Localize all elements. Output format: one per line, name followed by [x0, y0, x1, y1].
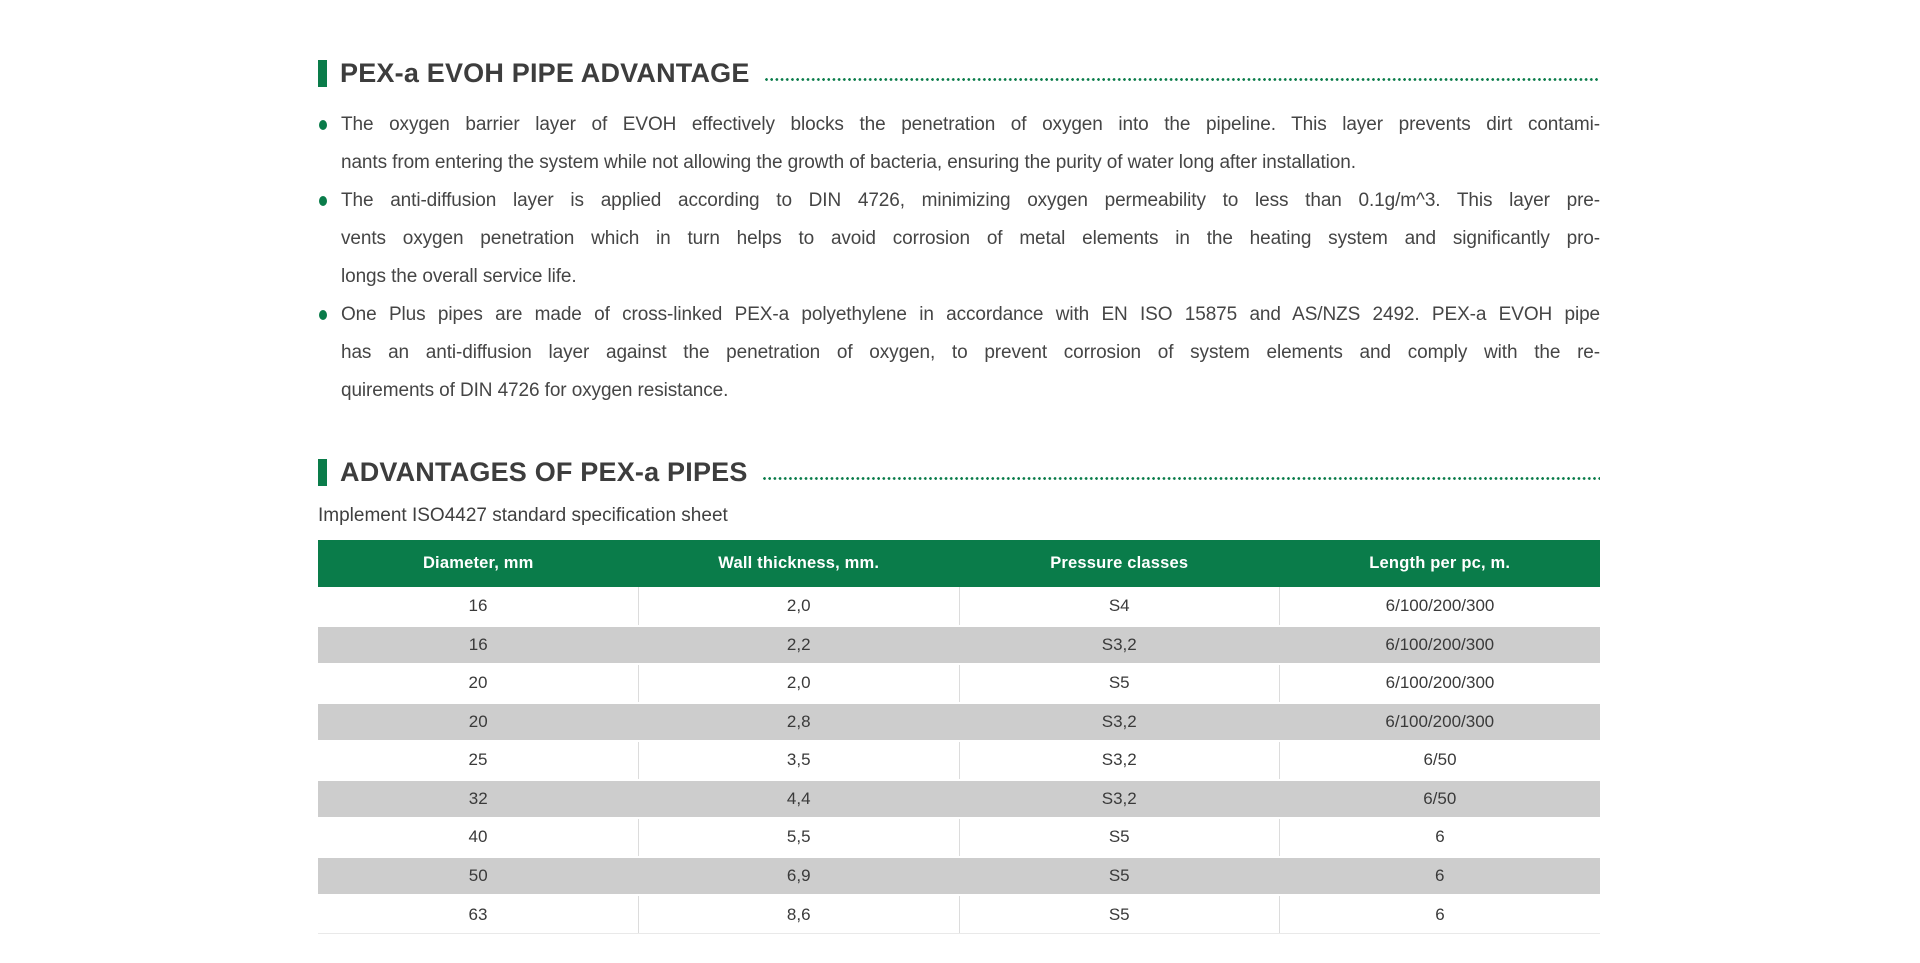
table-cell: 4,4 — [639, 780, 960, 819]
table-row — [318, 895, 1600, 934]
table-cell: S3,2 — [959, 703, 1280, 742]
bullet-item — [318, 296, 1600, 410]
table-cell: 16 — [318, 626, 639, 665]
table-cell: 6/100/200/300 — [1280, 587, 1601, 626]
bullet-line: One Plus pipes are made of cross-linked PEX-a polyethylene in accordance with EN ISO 15875 and AS/NZS 2492. PEX-a EVOH pipe — [341, 304, 1600, 325]
table-cell: 6/100/200/300 — [1280, 703, 1601, 742]
bullet-line: longs the overall service life. — [341, 266, 577, 287]
table-cell: 20 — [318, 664, 639, 703]
bullet-line: nants from entering the system while not allowing the growth of bacteria, ensuring the purity of water long after installation. — [341, 152, 1356, 173]
table-cell: 20 — [318, 703, 639, 742]
table-cell: 63 — [318, 895, 639, 934]
table-cell: 5,5 — [639, 818, 960, 857]
bullet-line: has an anti-diffusion layer against the penetration of oxygen, to prevent corrosion of system elements and comply with the re- — [341, 342, 1600, 363]
table-row — [318, 818, 1600, 857]
table-cell: 32 — [318, 780, 639, 819]
spec-table-column-header: Wall thickness, mm. — [639, 540, 960, 587]
dotted-leader — [765, 78, 1600, 81]
spec-sheet-subtitle: Implement ISO4427 standard specification sheet — [318, 505, 728, 526]
table-cell: 6/50 — [1280, 741, 1601, 780]
table-cell: S3,2 — [959, 741, 1280, 780]
table-cell: S5 — [959, 857, 1280, 896]
table-cell: 2,0 — [639, 664, 960, 703]
table-cell: 6/100/200/300 — [1280, 626, 1601, 665]
table-row — [318, 626, 1600, 665]
bullet-line: quirements of DIN 4726 for oxygen resistance. — [341, 380, 729, 401]
advantage-bullet-list — [318, 106, 1600, 410]
table-cell: 25 — [318, 741, 639, 780]
table-cell: 16 — [318, 587, 639, 626]
table-cell: 40 — [318, 818, 639, 857]
pipe-advantage-title: PEX-a EVOH PIPE ADVANTAGE — [340, 58, 750, 88]
table-cell: 6/100/200/300 — [1280, 664, 1601, 703]
table-row — [318, 664, 1600, 703]
table-cell: S3,2 — [959, 626, 1280, 665]
table-cell: S3,2 — [959, 780, 1280, 819]
table-cell: S5 — [959, 818, 1280, 857]
bullet-line: The oxygen barrier layer of EVOH effectively blocks the penetration of oxygen into the pipeline. This layer prevents dirt contami- — [341, 114, 1600, 135]
table-cell: 2,8 — [639, 703, 960, 742]
bullet-item — [318, 106, 1600, 182]
table-cell: 2,2 — [639, 626, 960, 665]
heading-accent-bar — [318, 60, 327, 87]
pipe-advantage-heading — [318, 57, 1600, 89]
table-row — [318, 780, 1600, 819]
section-pex-advantages — [318, 410, 1600, 934]
table-cell: S5 — [959, 664, 1280, 703]
dotted-leader — [763, 477, 1600, 480]
heading-accent-bar — [318, 459, 327, 486]
pex-advantages-title: ADVANTAGES OF PEX-a PIPES — [340, 457, 748, 487]
table-cell: 50 — [318, 857, 639, 896]
table-row — [318, 587, 1600, 626]
spec-table-body — [318, 587, 1600, 934]
table-cell: 6/50 — [1280, 780, 1601, 819]
table-cell: S5 — [959, 895, 1280, 934]
spec-table-header-row — [318, 540, 1600, 587]
spec-table-column-header: Diameter, mm — [318, 540, 639, 587]
spec-table-column-header: Length per pc, m. — [1280, 540, 1601, 587]
table-cell: 6 — [1280, 857, 1601, 896]
bullet-line: The anti-diffusion layer is applied according to DIN 4726, minimizing oxygen permeability to less than 0.1g/m^3. This layer pre- — [341, 190, 1600, 211]
spec-table — [318, 540, 1600, 934]
spec-table-head — [318, 540, 1600, 587]
catalog-page — [318, 0, 1600, 963]
table-cell: 6 — [1280, 895, 1601, 934]
table-row — [318, 857, 1600, 896]
bullet-item — [318, 182, 1600, 296]
table-cell: S4 — [959, 587, 1280, 626]
spec-table-column-header: Pressure classes — [959, 540, 1280, 587]
table-cell: 6,9 — [639, 857, 960, 896]
table-row — [318, 741, 1600, 780]
table-cell: 6 — [1280, 818, 1601, 857]
table-cell: 3,5 — [639, 741, 960, 780]
section-pipe-advantage — [318, 0, 1600, 410]
table-cell: 8,6 — [639, 895, 960, 934]
pex-advantages-heading — [318, 456, 1600, 488]
bullet-line: vents oxygen penetration which in turn helps to avoid corrosion of metal elements in the heating system and significantly pro- — [341, 228, 1600, 249]
table-row — [318, 703, 1600, 742]
table-cell: 2,0 — [639, 587, 960, 626]
